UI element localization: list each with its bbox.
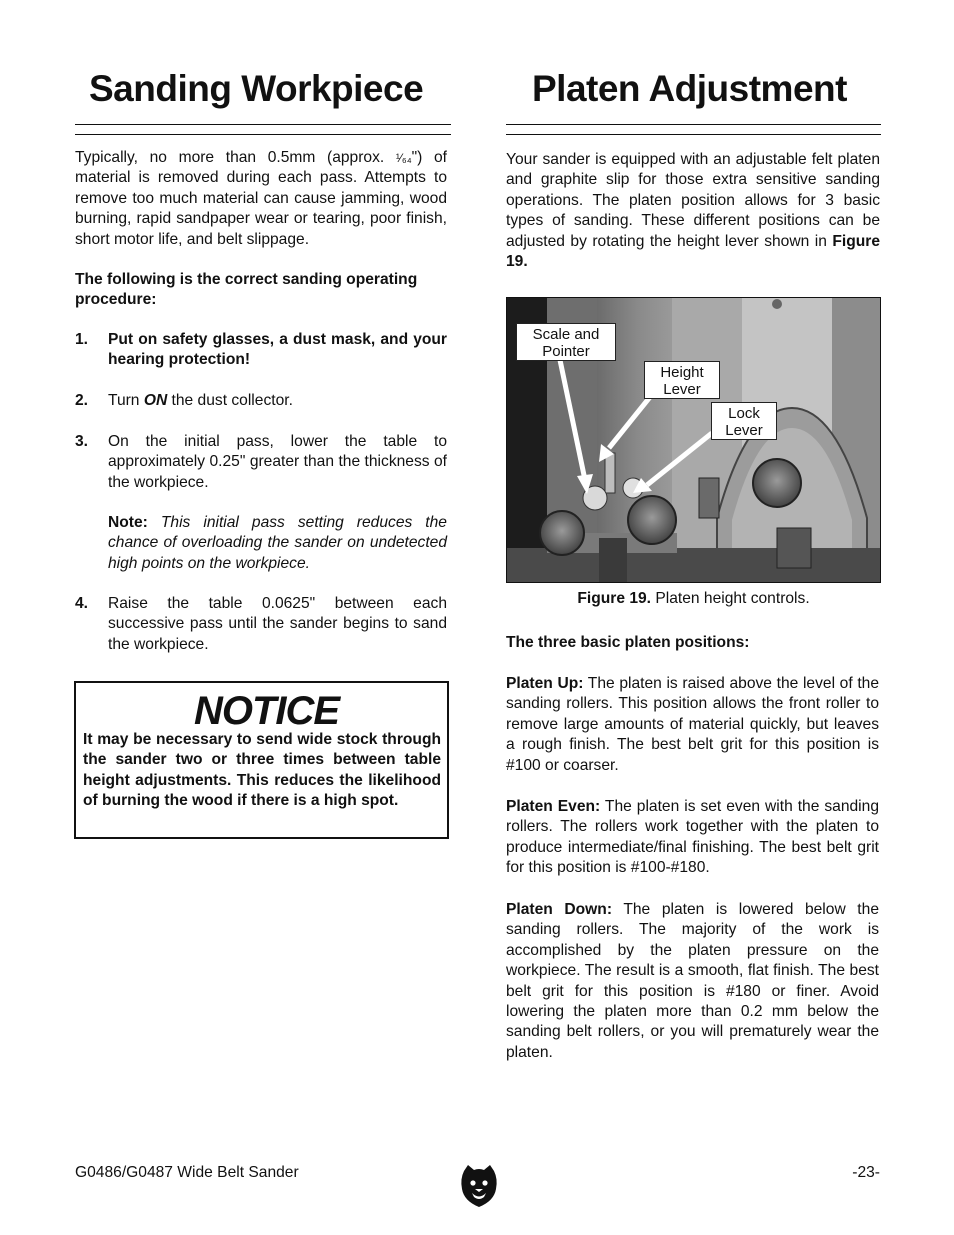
- notice-text: It may be necessary to send wide stock through the sander two or three times between table height adjustments. This reduces the likelihood of burning the wood if there is a high spot.: [83, 731, 441, 810]
- right-title-rule: [506, 124, 881, 135]
- bear-logo-icon: [458, 1163, 500, 1209]
- platen-adjustment-title: Platen Adjustment: [532, 68, 847, 109]
- height-lever-callout: Height Lever: [644, 361, 720, 399]
- sanding-workpiece-title: Sanding Workpiece: [89, 68, 424, 109]
- procedure-heading: The following is the correct sanding operating procedure:: [75, 271, 418, 309]
- footer-model: G0486/G0487 Wide Belt Sander: [75, 1164, 299, 1181]
- platen-even-paragraph: Platen Even: The platen is set even with the sanding rollers. The rollers work together with the platen to produce intermediate/final finishing. The best belt grit for this position is #100-#180.: [506, 798, 879, 877]
- lock-lever-callout: Lock Lever: [711, 402, 777, 440]
- figure-19-photo: [506, 297, 881, 583]
- step-2: 2. Turn ON the dust collector.: [75, 392, 293, 409]
- positions-heading: The three basic platen positions:: [506, 634, 750, 651]
- left-title-rule: [75, 124, 451, 135]
- platen-down-paragraph: Platen Down: The platen is lowered below the sanding rollers. The majority of the work is accomplished by the platen pressure on the workpiece. The result is a smooth, flat finish. The best belt grit for this position is #180 or finer. Avoid lowering the platen more than 0.2 mm below the sanding belt rollers, or you will prematurely wear the platen.: [506, 901, 879, 1061]
- footer-page-number: -23-: [852, 1164, 880, 1181]
- fraction: ¹⁄₆₄: [395, 151, 412, 165]
- sanding-intro-paragraph: Typically, no more than 0.5mm (approx. ¹⁄₆₄") of material is removed during each pass. Attempts to remove too much material can cause jamming, wood burning, rapid sandpaper wear or tearing, poor finish, short motor life, and belt slippage.: [75, 149, 447, 248]
- scale-and-pointer-callout: Scale and Pointer: [516, 323, 616, 361]
- step-1: 1. Put on safety glasses, a dust mask, and your hearing protection!: [75, 331, 447, 369]
- figure-19-caption: Figure 19. Platen height controls.: [577, 590, 810, 607]
- step-4: 4. Raise the table 0.0625" between each successive pass until the sander begins to sand the workpiece.: [75, 595, 447, 653]
- step-3-note: Note: This initial pass setting reduces the chance of overloading the sander on undetected high points on the workpiece.: [108, 514, 447, 572]
- notice-title: NOTICE: [194, 689, 340, 733]
- step-3: 3. On the initial pass, lower the table to approximately 0.25" greater than the thickness of the workpiece.: [75, 433, 447, 491]
- platen-intro-paragraph: Your sander is equipped with an adjustable felt platen and graphite slip for those extra sensitive sanding operations. The platen position allows for 3 basic types of sanding. These different positions can be adjusted by rotating the height lever shown in Figure 19.: [506, 151, 880, 271]
- platen-up-paragraph: Platen Up: The platen is raised above the level of the sanding rollers. This position allows the front roller to remove large amounts of material quickly, but leaves a rough finish. The best belt grit for this position is #100 or coarser.: [506, 675, 880, 774]
- notice-box: [74, 681, 449, 839]
